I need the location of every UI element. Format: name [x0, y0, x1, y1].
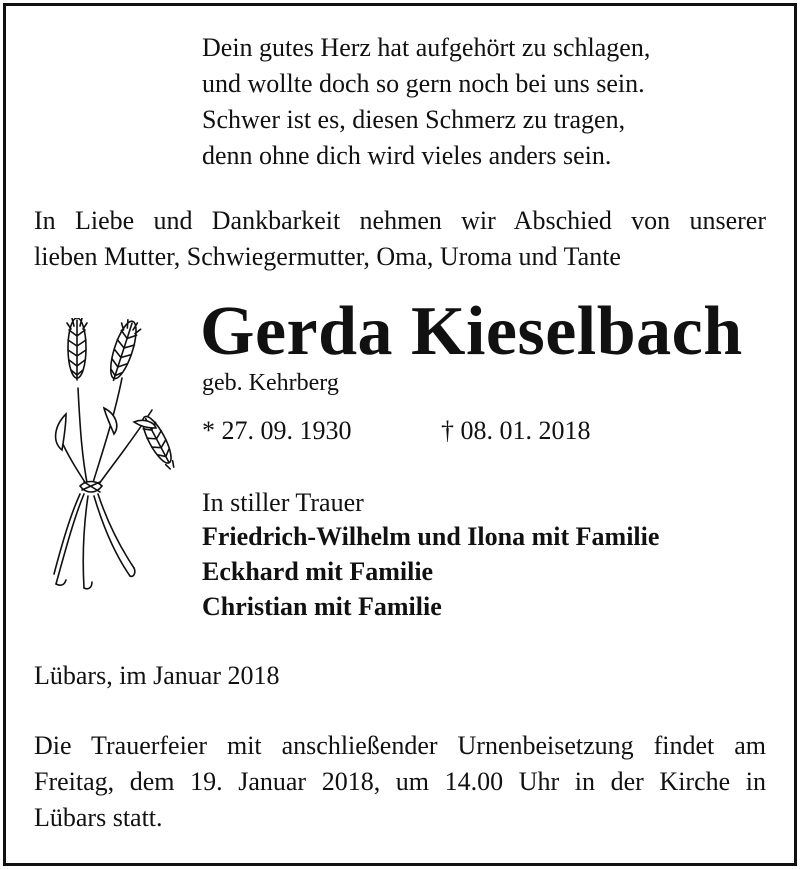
mourner-name: Friedrich-Wilhelm und Ilona mit Familie: [202, 522, 660, 551]
ceremony-notice: [34, 728, 766, 836]
mourner-name: Eckhard mit Familie: [202, 557, 434, 586]
ceremony-line: Lübars statt.: [34, 803, 163, 832]
poem-line: Dein gutes Herz hat aufgehört zu schlagen,: [202, 33, 651, 62]
maiden-name: geb. Kehrberg: [202, 370, 339, 396]
intro-line: lieben Mutter, Schwiegermutter, Oma, Uroma und Tante: [34, 242, 621, 271]
mourners-label: In stiller Trauer: [202, 488, 364, 517]
wheat-sheaf-icon: [44, 318, 180, 594]
poem-line: denn ohne dich wird vieles anders sein.: [202, 141, 612, 170]
deceased-name: Gerda Kieselbach: [200, 293, 743, 370]
mourner-name: Christian mit Familie: [202, 592, 442, 621]
poem-line: Schwer ist es, diesen Schmerz zu tragen,: [202, 105, 626, 134]
intro-text: [34, 203, 766, 275]
intro-line: In Liebe und Dankbarkeit nehmen wir Abschied von unserer: [34, 206, 766, 235]
ceremony-line: Freitag, dem 19. Januar 2018, um 14.00 Uhr in der Kirche in: [34, 767, 766, 796]
birth-date: * 27. 09. 1930: [202, 416, 352, 445]
death-date: † 08. 01. 2018: [441, 416, 591, 445]
poem-line: und wollte doch so gern noch bei uns sein.: [202, 69, 645, 98]
poem: [202, 30, 650, 174]
place-date: Lübars, im Januar 2018: [34, 661, 280, 690]
ceremony-line: Die Trauerfeier mit anschließender Urnenbeisetzung findet am: [34, 731, 766, 760]
